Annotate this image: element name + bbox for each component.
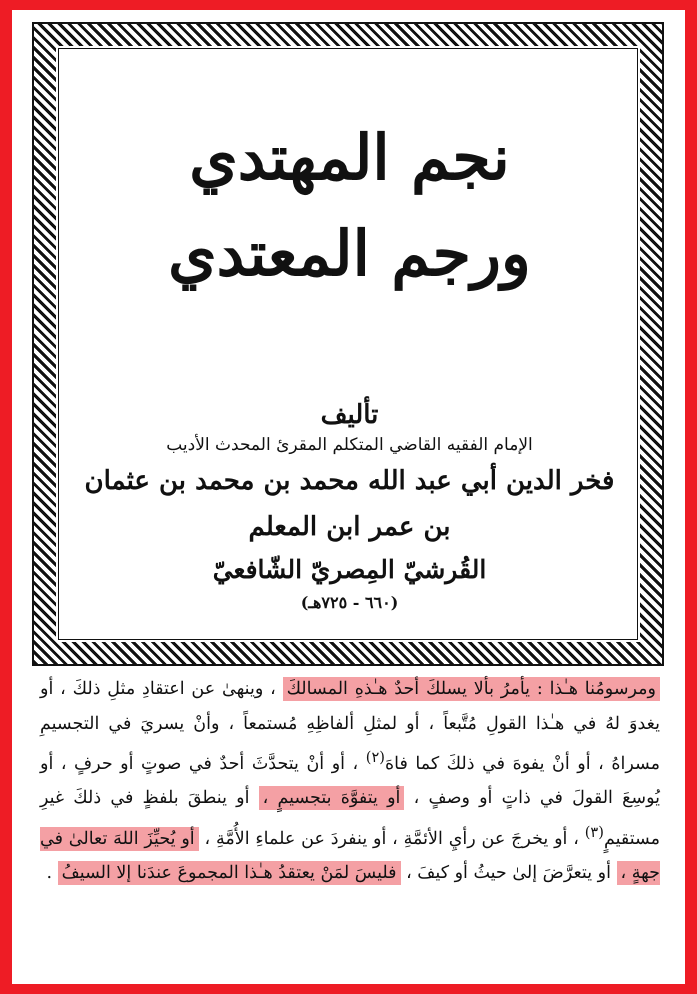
highlight-jiha: أو يُحيِّزَ اللهَ تعالىٰ في جهةٍ ، — [40, 828, 660, 884]
book-page — [12, 10, 685, 984]
body-segment: ومرسومُنا هـٰذا : — [530, 679, 656, 699]
author-name: فخر الدين أبي عبد الله محمد بن محمد بن عثمان بن عمر ابن المعلم — [84, 466, 615, 542]
body-segment: ، أو أنْ يتحدَّثَ أحدٌ في صوتٍ أو حرفٍ ، أو يُوسِعَ القولَ في ذاتٍ أو وصفٍ ، — [40, 753, 660, 809]
author-dates: (٦٦٠ - ٧٢٥هـ) — [300, 593, 399, 612]
body-segment: أو ينطقَ بلفظٍ في ذلكَ غيرِ مستقيمٍ — [40, 788, 660, 849]
author-label: تأليف — [320, 400, 379, 430]
footnote-ref-3: (٣) — [584, 823, 604, 841]
title-line-2: ورجم المعتدي — [168, 217, 531, 290]
body-segment: أو يتعرَّضَ إلىٰ حيثُ أو كيفَ ، — [400, 863, 617, 884]
body-segment: . — [46, 863, 58, 884]
footnote-ref-2: (٢) — [365, 749, 385, 766]
highlight-sword: فليسَ لمَنْ يعتقدُ هـٰذا المجموعَ عندَنا إلا السيفُ — [58, 861, 401, 885]
highlight-tajsim: أو يتفوَّهَ بتجسيمٍ ، — [259, 786, 405, 810]
body-paragraph — [40, 672, 660, 891]
highlight-decree — [283, 677, 660, 701]
body-segment: ، وينهىٰ عن اعتقادِ مثلِ ذلكَ ، أو يغدوَ لهُ في هـٰذا القولِ مُتَّبعاً ، أو لمثلِ ألفاظِهِ مُستمعاً ، وأنْ يسريَ في التجسيمِ مسراهُ ، أو أنْ يفوهَ في ذلكَ كما فاهَ — [40, 679, 660, 774]
body-segment: ، أو يخرجَ عن رأيِ الأئمَّةِ ، أو ينفردَ عن علماءِ الأُمَّةِ ، — [198, 828, 585, 849]
title-block — [72, 110, 627, 302]
author-block — [72, 398, 627, 616]
title-line-1: نجم المهتدي — [189, 121, 510, 194]
body-segment: يأمرُ بألا يسلكَ أحدٌ هـٰذهِ المسالكَ — [286, 679, 531, 699]
author-epithet: الإمام الفقيه القاضي المتكلم المقرئ المحدث الأديب — [166, 435, 533, 455]
author-nisba: القُرشيّ المِصريّ الشّافعيّ — [212, 555, 487, 584]
